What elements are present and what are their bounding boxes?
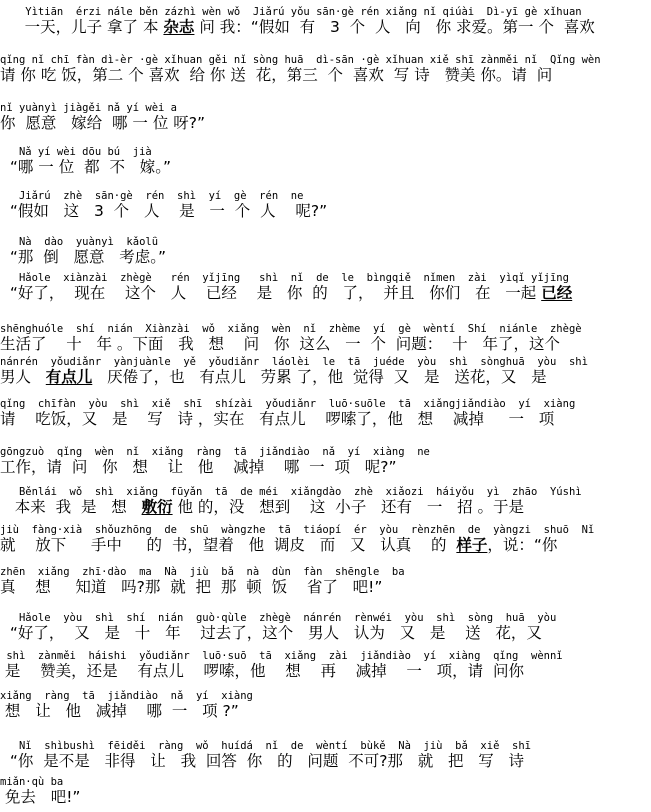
pinyin-line: Nǎ yí wèi dōu bú jià: [0, 146, 152, 158]
hanzi-text: 请 你 吃 饭，第二 个 喜欢 给 你 送 花，第三 个 喜欢 写 诗 赞美 你。请 问: [0, 66, 553, 84]
pinyin-line: shì zànměi háishi yǒudiǎnr luō·suō tā xiǎng zài jiǎndiào yí xiàng qǐng wènnǐ: [0, 650, 563, 662]
hanzi-line: [0, 284, 651, 302]
hanzi-text: 你 愿意 嫁给 哪 一 位 呀?”: [0, 114, 206, 132]
hanzi-line: [0, 248, 651, 266]
vocab-keyword: 有点儿: [45, 368, 93, 386]
text-line: [0, 272, 651, 302]
hanzi-line: [0, 578, 651, 596]
hanzi-text: “好了， 现在 这个 人 已经 是 你 的 了， 并且 你们 在 一起: [0, 284, 542, 302]
hanzi-line: [0, 410, 651, 428]
pinyin-line: gōngzuò qǐng wèn nǐ xiǎng ràng tā jiǎndiào nǎ yí xiàng ne: [0, 446, 430, 458]
hanzi-text: 是 赞美，还是 有点儿 啰嗦，他 想 再 减掉 一 项，请 问你: [0, 662, 525, 680]
pinyin-line: Jiǎrú zhè sān·gè rén shì yí gè rén ne: [0, 190, 304, 202]
hanzi-text: 一天，儿子 拿了 本: [0, 18, 164, 36]
hanzi-line: [0, 458, 651, 476]
pinyin-line: Běnlái wǒ shì xiǎng fūyǎn tā de méi xiǎngdào zhè xiǎozi háiyǒu yì zhāo Yúshì: [0, 486, 582, 498]
hanzi-line: [0, 752, 651, 770]
text-line: [0, 566, 651, 596]
hanzi-line: [0, 788, 651, 806]
text-line: [0, 102, 651, 132]
hanzi-line: [0, 368, 651, 386]
hanzi-text: “哪 一 位 都 不 嫁。”: [0, 158, 172, 176]
text-line: [0, 446, 651, 476]
hanzi-line: [0, 662, 651, 680]
hanzi-text: 免去 吧!”: [0, 788, 81, 806]
hanzi-line: [0, 498, 651, 516]
pinyin-line: qǐng chīfàn yòu shì xiě shī shízài yǒudiǎnr luō·suōle tā xiǎngjiǎndiào yí xiàng: [0, 398, 576, 410]
hanzi-line: [0, 702, 651, 720]
hanzi-text: 请 吃饭，又 是 写 诗 ，实在 有点儿 啰嗦了，他 想 减掉 一 项: [0, 410, 555, 428]
pinyin-line: qǐng nǐ chī fàn dì-èr ·gè xǐhuan gěi nǐ sòng huā dì-sān ·gè xǐhuan xiě shī zànměi nǐ Qǐng wèn: [0, 54, 601, 66]
hanzi-line: [0, 18, 651, 36]
text-line: [0, 486, 651, 516]
pinyin-line: jiù fàng·xià shǒuzhōng de shū wàngzhe tā tiáopí ér yòu rènzhēn de yàngzi shuō Nǐ: [0, 524, 595, 536]
hanzi-text: 本来 我 是 想: [0, 498, 142, 516]
pinyin-line: xiǎng ràng tā jiǎndiào nǎ yí xiàng: [0, 690, 253, 702]
pinyin-line: nánrén yǒudiǎnr yànjuànle yě yǒudiǎnr láolèi le tā juéde yòu shì sònghuā yòu shì: [0, 356, 588, 368]
text-line: [0, 740, 651, 770]
text-line: [0, 6, 651, 36]
text-line: [0, 54, 651, 84]
hanzi-text: 想 让 他 减掉 哪 一 项 ?”: [0, 702, 239, 720]
text-line: [0, 776, 651, 806]
hanzi-text: 厌倦了，也 有点儿 劳累 了，他 觉得 又 是 送花，又 是: [92, 368, 547, 386]
pinyin-line: Nà dào yuànyì kǎolǜ: [0, 236, 159, 248]
pinyin-line: nǐ yuànyì jiàgěi nǎ yí wèi a: [0, 102, 178, 114]
hanzi-text: “假如 这 3 个 人 是 一 个 人 呢?”: [0, 202, 328, 220]
hanzi-text: “你 是不是 非得 让 我 回答 你 的 问题 不可?那 就 把 写 诗: [0, 752, 525, 770]
hanzi-text: 就 放下 手中 的 书，望着 他 调皮 而 又 认真 的: [0, 536, 457, 554]
text-line: [0, 323, 651, 353]
hanzi-line: [0, 66, 651, 84]
hanzi-text: 真 想 知道 吗?那 就 把 那 顿 饭 省了 吧!”: [0, 578, 383, 596]
text-line: [0, 612, 651, 642]
hanzi-line: [0, 335, 651, 353]
hanzi-text: ，说：“你: [487, 536, 558, 554]
text-line: [0, 356, 651, 386]
pinyin-line: zhēn xiǎng zhī·dào ma Nà jiù bǎ nà dùn fàn shēngle ba: [0, 566, 405, 578]
pinyin-line: Hǎole xiànzài zhègè rén yǐjīng shì nǐ de le bìngqiě nǐmen zài yìqǐ yǐjīng: [0, 272, 569, 284]
hanzi-text: “好了， 又 是 十 年 过去了，这个 男人 认为 又 是 送 花，又: [0, 624, 542, 642]
hanzi-line: [0, 114, 651, 132]
pinyin-line: Nǐ shìbushì fēiděi ràng wǒ huídá nǐ de wèntí bùkě Nà jiù bǎ xiě shī: [0, 740, 532, 752]
hanzi-text: 男人: [0, 368, 46, 386]
hanzi-line: [0, 536, 651, 554]
text-line: [0, 190, 651, 220]
pinyin-line: Hǎole yòu shì shí nián guò·qùle zhègè nánrén rènwéi yòu shì sòng huā yòu: [0, 612, 557, 624]
hanzi-text: 问 我：“假如 有 3 个 人 向 你 求爱。第一 个 喜欢: [194, 18, 595, 36]
hanzi-text: “那 倒 愿意 考虑。”: [0, 248, 167, 266]
text-line: [0, 690, 651, 720]
vocab-keyword: 杂志: [163, 18, 195, 36]
hanzi-line: [0, 202, 651, 220]
hanzi-line: [0, 624, 651, 642]
vocab-keyword: 已经: [541, 284, 573, 302]
hanzi-text: 他 的，没 想到 这 小子 还有 一 招 。于是: [172, 498, 525, 516]
pinyin-line: miǎn·qù ba: [0, 776, 64, 788]
text-line: [0, 236, 651, 266]
pinyin-line: Yìtiān érzi nále běn zázhì wèn wǒ Jiǎrú yǒu sān·gè rén xiǎng nǐ qiúài Dì-yī gè xǐhuan: [0, 6, 582, 18]
text-line: [0, 650, 651, 680]
vocab-keyword: 敷衍: [141, 498, 173, 516]
pinyin-line: shēnghuóle shí nián Xiànzài wǒ xiǎng wèn nǐ zhème yí gè wèntí Shí niánle zhègè: [0, 323, 582, 335]
text-line: [0, 524, 651, 554]
hanzi-text: 工作，请 问 你 想 让 他 减掉 哪 一 项 呢?”: [0, 458, 397, 476]
text-line: [0, 398, 651, 428]
text-line: [0, 146, 651, 176]
vocab-keyword: 样子: [456, 536, 488, 554]
hanzi-line: [0, 158, 651, 176]
hanzi-text: 生活了 十 年 。下面 我 想 问 你 这么 一 个 问题： 十 年了，这个: [0, 335, 560, 353]
